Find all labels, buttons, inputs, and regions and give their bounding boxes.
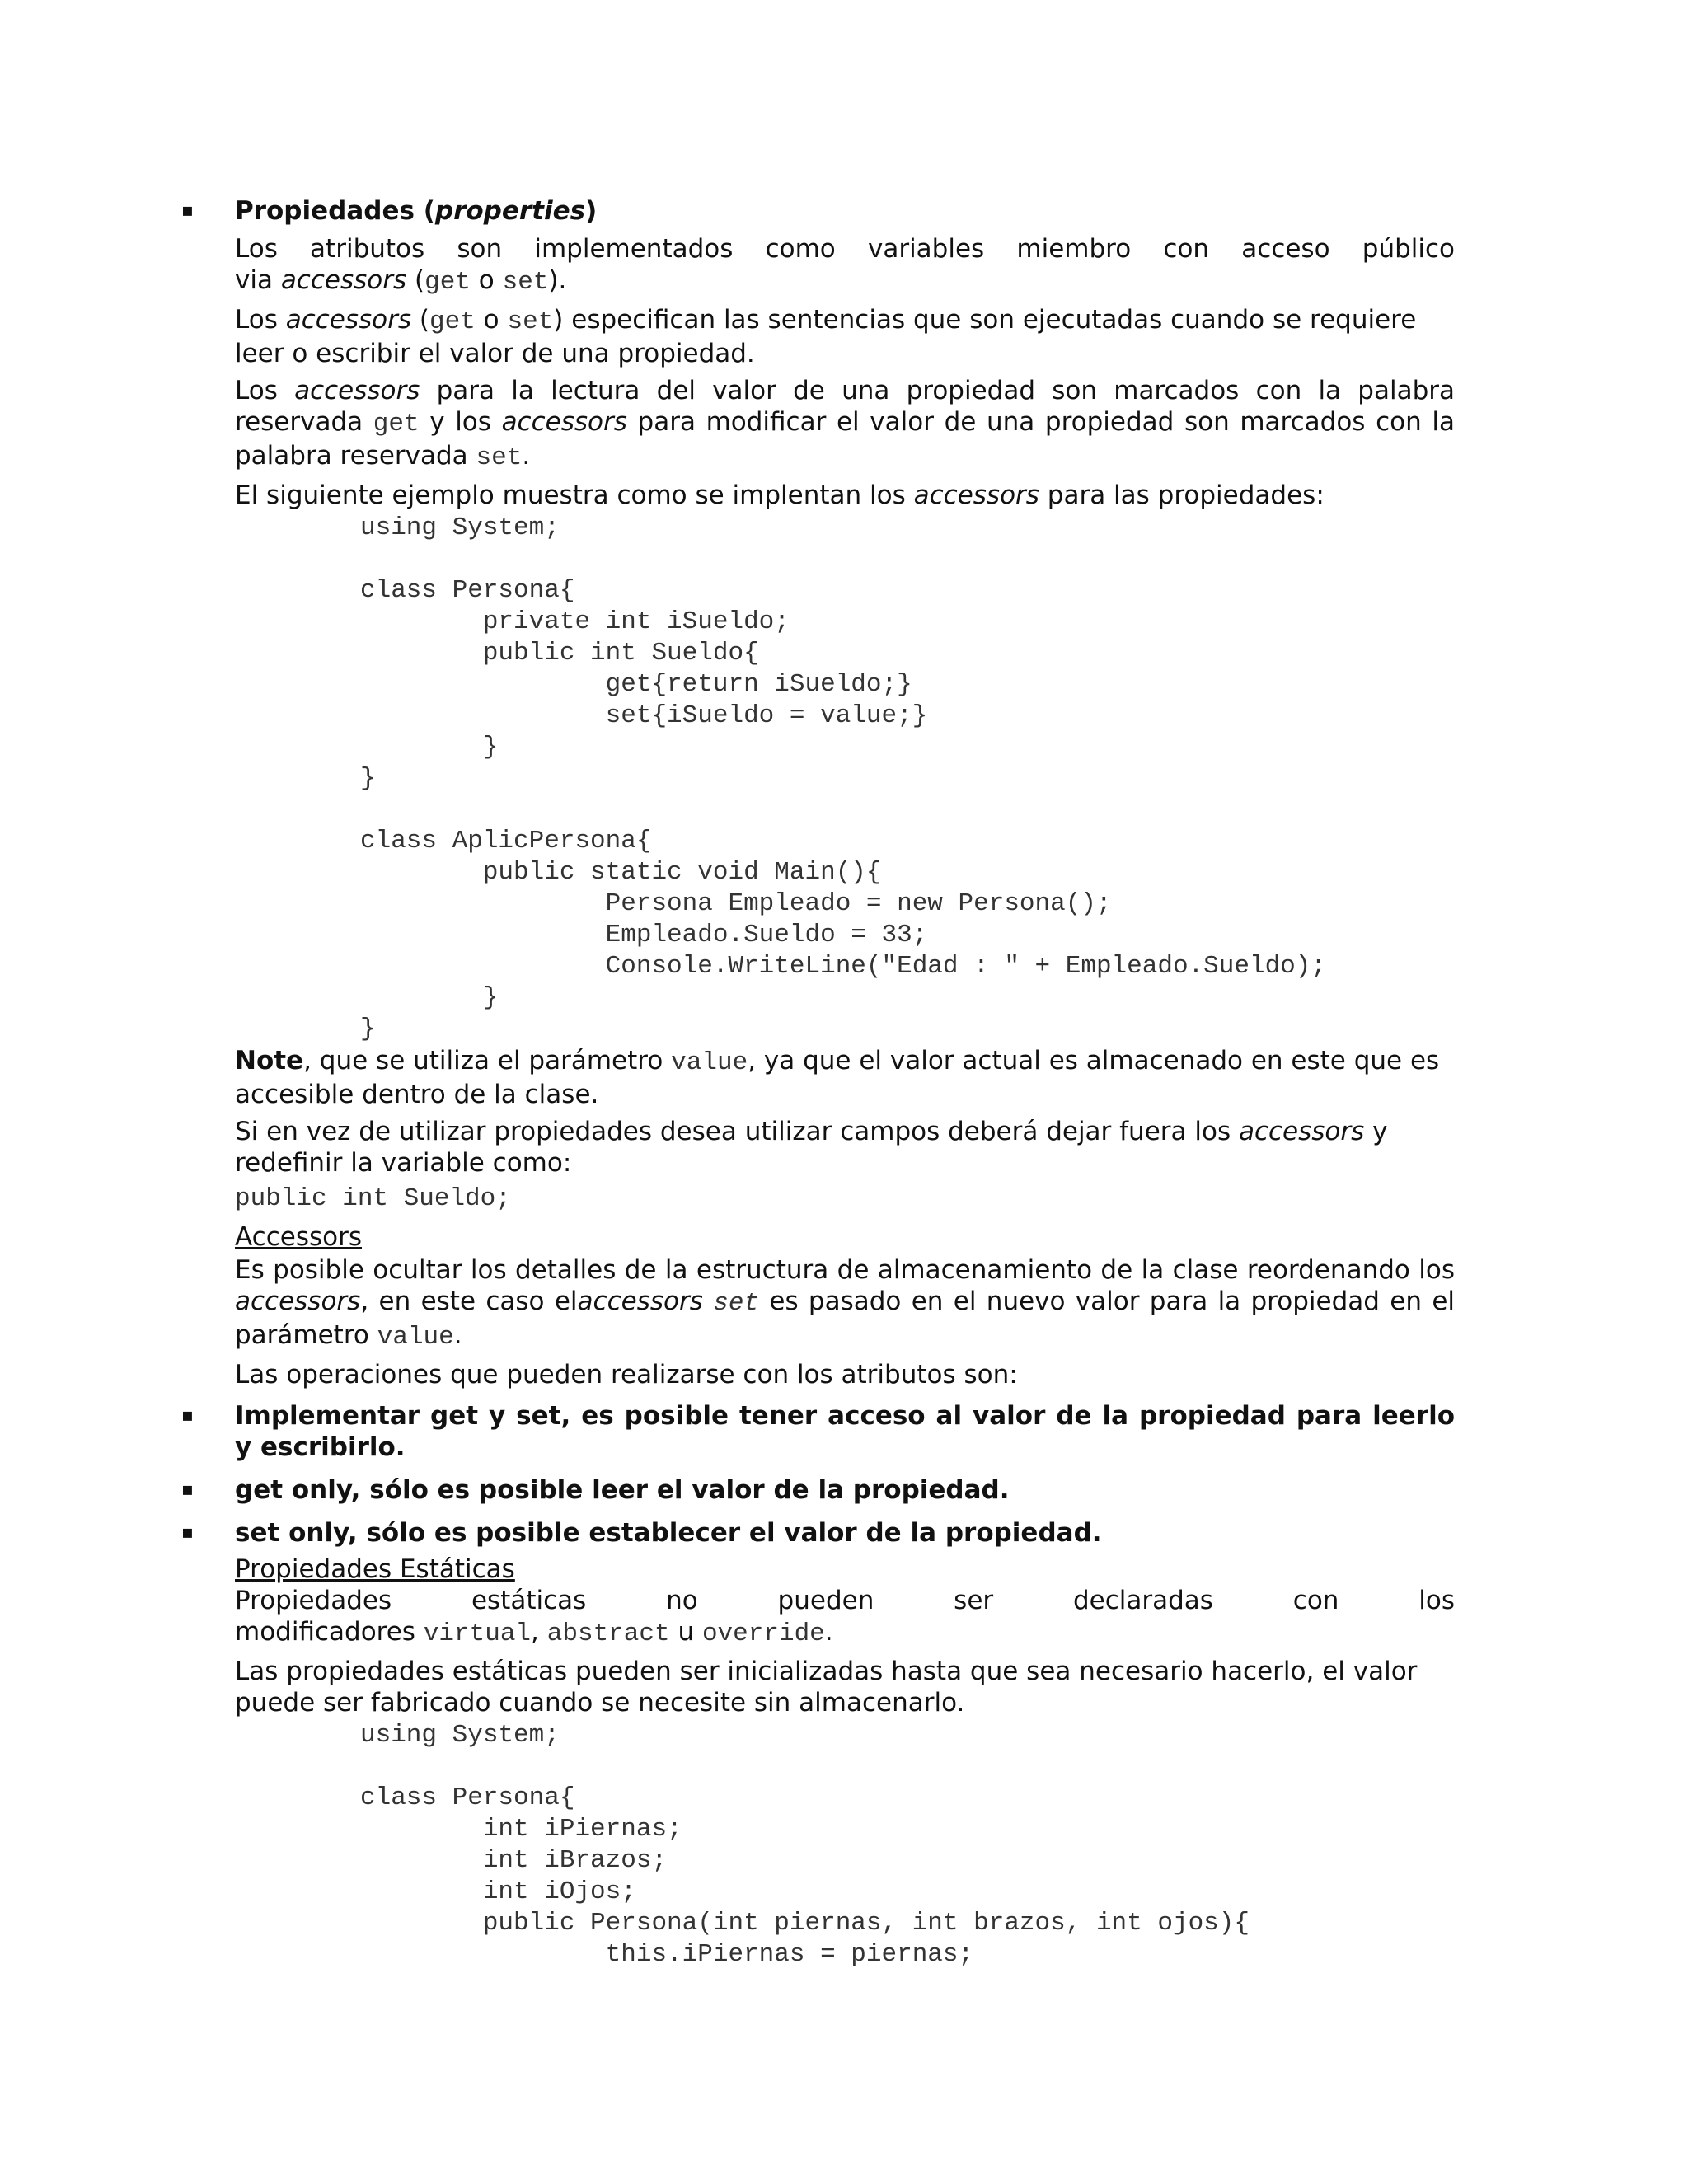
- code-block-persona-static: using System; class Persona{ int iPiernas; int iBrazos; int iOjos; public Persona(int piernas, int brazos, int ojos){ this.iPiernas = piernas;: [360, 1721, 1250, 1969]
- paragraph-operations-intro: Las operaciones que pueden realizarse con los atributos son:: [235, 1360, 1018, 1390]
- paragraph-note-value: Note, que se utiliza el parámetro value, ya que el valor actual es almacenado en este que es accesible dentro de la clase.: [235, 1046, 1440, 1109]
- bullet-icon: ▪: [181, 200, 194, 221]
- paragraph-example-intro: El siguiente ejemplo muestra como se implentan los accessors para las propiedades:: [235, 480, 1325, 510]
- paragraph-accessors-definition: Los accessors (get o set) especifican las sentencias que son ejecutadas cuando se requiere leer o escribir el valor de una propiedad.: [235, 305, 1417, 368]
- paragraph-fields-instead: Si en vez de utilizar propiedades desea utilizar campos deberá dejar fuera los accessors y redefinir la variable como:: [235, 1117, 1388, 1178]
- paragraph-hide-storage: Es posible ocultar los detalles de la estructura de almacenamiento de la clase reordenando los accessors, en este caso elaccessors set es pasado en el nuevo valor para la propiedad en el parámetro value.: [235, 1255, 1456, 1352]
- code-line-field: public int Sueldo;: [235, 1184, 511, 1213]
- bullet-icon: ▪: [181, 1479, 194, 1500]
- paragraph-static-modifiers: Propiedades estáticas no pueden ser declaradas con los modificadores virtual, abstract u override.: [235, 1586, 1455, 1648]
- subheading-accessors: Accessors: [235, 1222, 362, 1252]
- page-content: [181, 195, 1456, 1971]
- bullet-item-set-only: ▪ set only, sólo es posible establecer el valor de la propiedad.: [181, 1518, 1102, 1548]
- bullet-item-get-set: ▪ Implementar get y set, es posible tener acceso al valor de la propiedad para leerlo y escribirlo.: [181, 1401, 1455, 1462]
- bullet-icon: ▪: [181, 1405, 194, 1426]
- code-block-persona-sueldo: using System; class Persona{ private int iSueldo; public int Sueldo{ get{return iSueldo;} set{iSueldo = value;} } } class AplicPersona{ public static void Main(){ Persona Empleado = new Persona(); Empleado.Sueldo = 33; Console.WriteLine("Edad : " + Empleado.Sueldo); } }: [360, 513, 1326, 1043]
- bullet-item-get-only: ▪ get only, sólo es posible leer el valor de la propiedad.: [181, 1475, 1010, 1505]
- paragraph-static-initialization: Las propiedades estáticas pueden ser inicializadas hasta que sea necesario hacerlo, el valor puede ser fabricado cuando se necesite sin almacenarlo.: [235, 1657, 1418, 1718]
- section-heading-properties: ▪ Propiedades (properties): [181, 196, 598, 226]
- bullet-icon: ▪: [181, 1522, 194, 1543]
- subheading-static-properties: Propiedades Estáticas: [235, 1554, 515, 1584]
- paragraph-intro: Los atributos son implementados como variables miembro con acceso público via accessors (get o set).: [235, 234, 1455, 297]
- paragraph-accessors-keywords: Los accessors para la lectura del valor de una propiedad son marcados con la palabra reservada get y los accessors para modificar el valor de una propiedad son marcados con la palabra reservada set.: [235, 376, 1455, 472]
